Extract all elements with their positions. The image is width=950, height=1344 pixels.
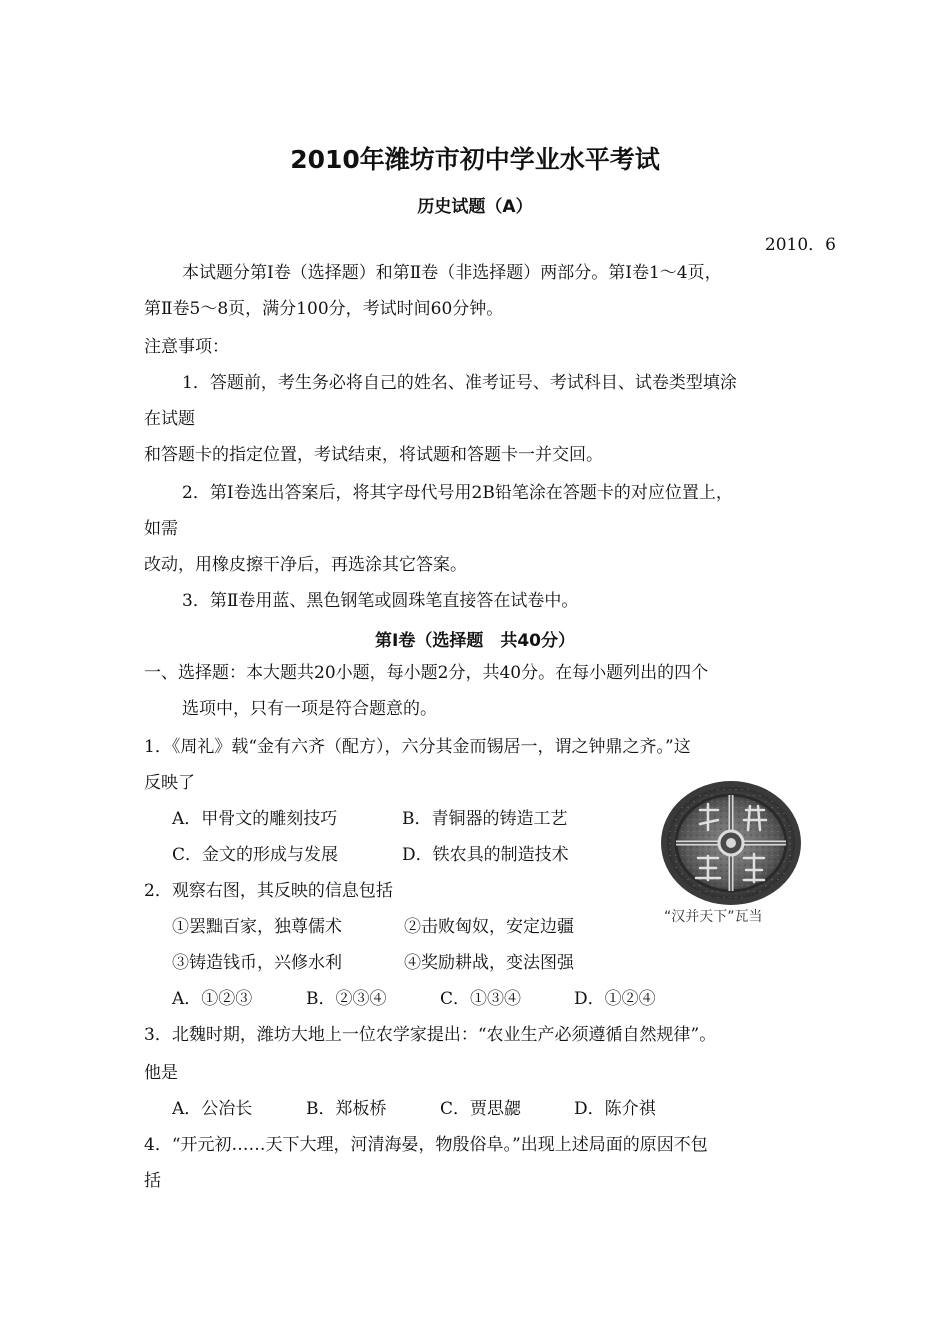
exam-subtitle: 历史试题（A） (417, 197, 533, 217)
exam-title: 2010年潍坊市初中学业水平考试 (290, 145, 660, 174)
question-4-line-1: 4．“开元初……天下大理，河清海晏，物殷俗阜。”出现上述局面的原因不包 (144, 1135, 708, 1155)
q3-option-a: A．公冶长 (172, 1099, 253, 1119)
question-3-line-2: 他是 (144, 1063, 178, 1083)
notice-label: 注意事项： (144, 337, 229, 357)
question-3-line-1: 3．北魏时期，潍坊大地上一位农学家提出：“农业生产必须遵循自然规律”。 (144, 1025, 717, 1045)
notice-2-line-1: 2．第Ⅰ卷选出答案后，将其字母代号用2B铅笔涂在答题卡的对应位置上， (182, 483, 733, 503)
question-1-line-2: 反映了 (144, 773, 195, 793)
notice-2-line-2: 如需 (144, 519, 178, 539)
exam-date: 2010．6 (764, 235, 836, 255)
q1-option-a: A．甲骨文的雕刻技巧 (172, 809, 338, 829)
q3-option-b: B．郑板桥 (306, 1099, 387, 1119)
section-instruction-2: 选项中，只有一项是符合题意的。 (182, 699, 437, 719)
q2-item-4: ④奖励耕战，变法图强 (404, 953, 574, 973)
notice-1-line-2: 在试题 (144, 409, 195, 429)
q3-option-d: D．陈介祺 (574, 1099, 656, 1119)
intro-line-2: 第Ⅱ卷5～8页，满分100分，考试时间60分钟。 (144, 299, 504, 319)
question-1-line-1: 1．《周礼》载“金有六齐（配方），六分其金而锡居一，谓之钟鼎之齐。”这 (144, 737, 691, 757)
q1-option-c: C．金文的形成与发展 (172, 845, 339, 865)
section-instruction-1: 一、选择题：本大题共20小题，每小题2分，共40分。在每小题列出的四个 (144, 663, 709, 683)
notice-3: 3．第Ⅱ卷用蓝、黑色钢笔或圆珠笔直接答在试卷中。 (182, 591, 579, 611)
intro-line-1: 本试题分第Ⅰ卷（选择题）和第Ⅱ卷（非选择题）两部分。第Ⅰ卷1～4页， (182, 263, 722, 283)
q2-option-c: C．①③④ (440, 989, 522, 1009)
section-title: 第Ⅰ卷（选择题 共40分） (375, 631, 575, 651)
question-4-line-2: 括 (144, 1171, 161, 1191)
notice-2-line-3: 改动，用橡皮擦干净后，再选涂其它答案。 (144, 555, 467, 575)
notice-1-line-3: 和答题卡的指定位置，考试结束，将试题和答题卡一并交回。 (144, 445, 603, 465)
q1-option-d: D．铁农具的制造技术 (402, 845, 569, 865)
q2-item-2: ②击败匈奴，安定边疆 (404, 917, 574, 937)
q2-option-d: D．①②④ (574, 989, 656, 1009)
eave-tile-image (660, 780, 802, 906)
q2-option-a: A．①②③ (172, 989, 253, 1009)
q2-item-1: ①罢黜百家，独尊儒术 (172, 917, 342, 937)
eave-tile-caption: “汉并天下”瓦当 (664, 909, 763, 925)
q2-option-b: B．②③④ (306, 989, 387, 1009)
q3-option-c: C．贾思勰 (440, 1099, 522, 1119)
q2-item-3: ③铸造钱币，兴修水利 (172, 953, 342, 973)
notice-1-line-1: 1．答题前，考生务必将自己的姓名、准考证号、考试科目、试卷类型填涂 (182, 373, 737, 393)
question-2-stem: 2．观察右图，其反映的信息包括 (144, 881, 393, 901)
q1-option-b: B．青铜器的铸造工艺 (402, 809, 568, 829)
